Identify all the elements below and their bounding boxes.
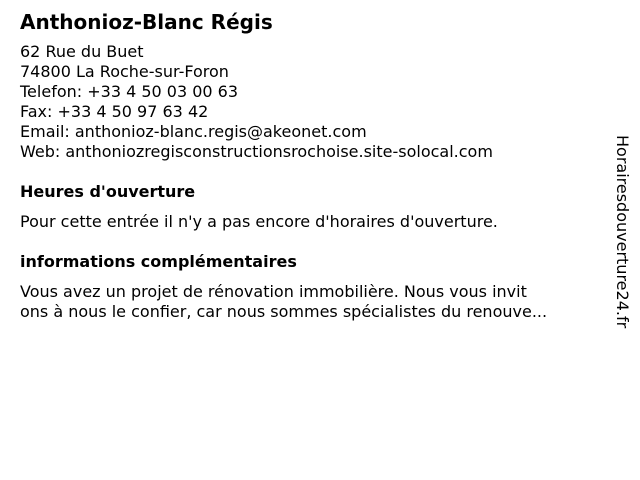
fax-number: Fax: +33 4 50 97 63 42 [20, 102, 209, 121]
info-text [20, 282, 600, 322]
brand-watermark: Horairesdouverture24.fr [613, 135, 632, 329]
address-street: 62 Rue du Buet [20, 42, 144, 61]
business-card [20, 10, 600, 322]
hours-text: Pour cette entrée il n'y a pas encore d'horaires d'ouverture. [20, 212, 498, 231]
info-heading: informations complémentaires [20, 252, 297, 271]
email-address: Email: anthonioz-blanc.regis@akeonet.com [20, 122, 367, 141]
phone-number: Telefon: +33 4 50 03 00 63 [20, 82, 239, 101]
address-city: 74800 La Roche-sur-Foron [20, 62, 229, 81]
info-text-line: ons à nous le confier, car nous sommes spécialistes du renouve... [20, 302, 548, 321]
business-name: Anthonioz-Blanc Régis [20, 10, 273, 34]
info-text-line: Vous avez un projet de rénovation immobilière. Nous vous invit [20, 282, 527, 301]
website-url: Web: anthoniozregisconstructionsrochoise.site-solocal.com [20, 142, 493, 161]
hours-heading: Heures d'ouverture [20, 182, 196, 201]
